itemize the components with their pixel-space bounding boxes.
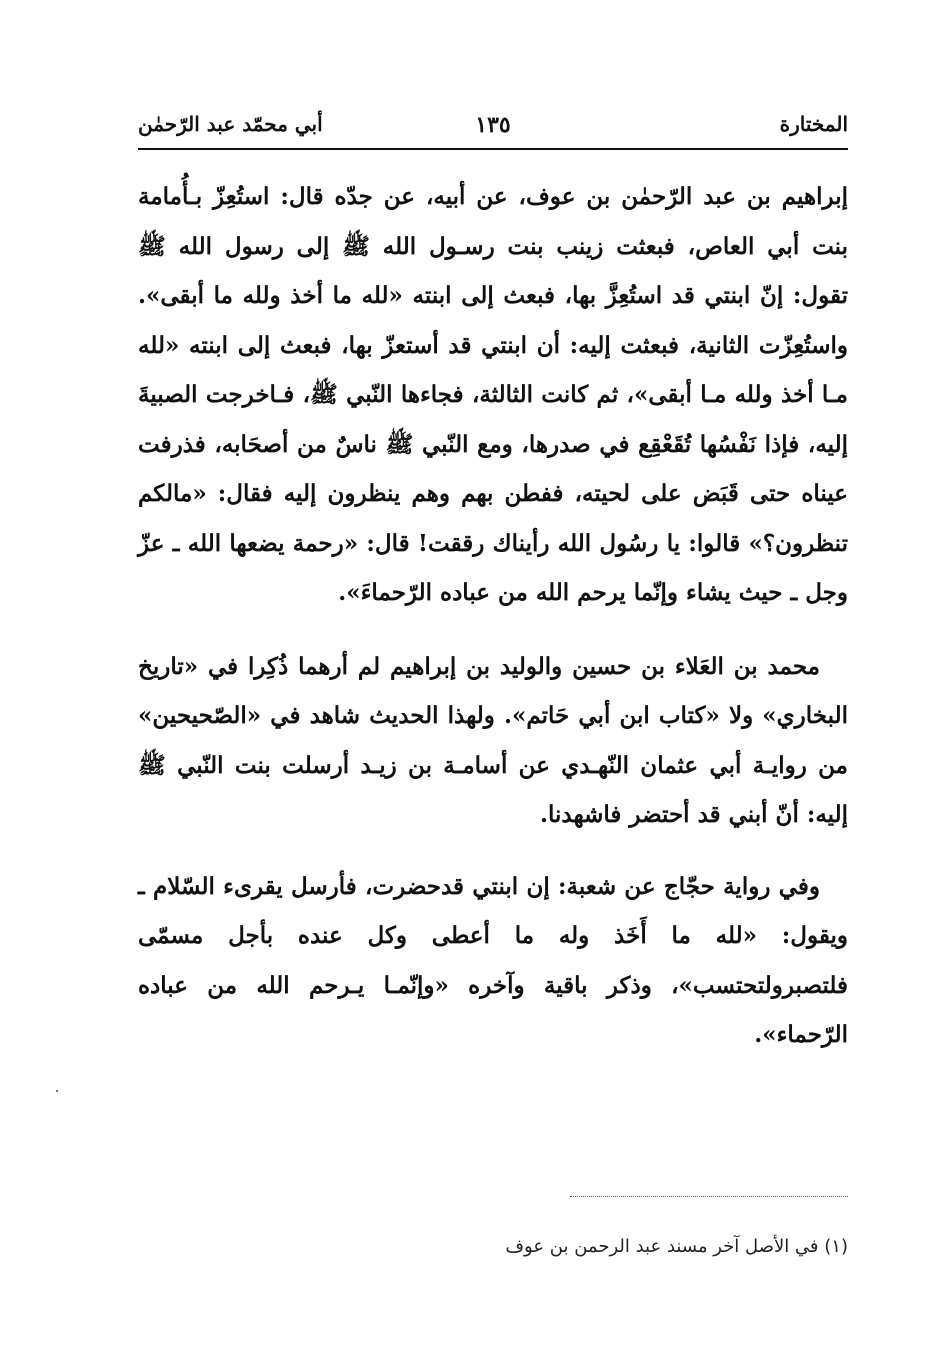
- margin-speck: [56, 1090, 58, 1092]
- running-header: [138, 108, 848, 148]
- main-text: [138, 172, 848, 1082]
- footnote-divider: [570, 1196, 848, 1197]
- paragraph: وفي رواية حجّاج عن شعبة: إن ابنتي قدحضرت، فأرسل يقرىء السّلام ـ ويقول: «لله ما أَخَذ وله ما أعطى وكل عنده بأجل مسمّى فلتصبرولتحتسب»، وذكر باقية وآخره «وإنّمـا يـرحم الله من عباده الرّحماء».: [138, 872, 848, 1048]
- header-divider: [138, 148, 848, 150]
- page-number: ١٣٥: [475, 112, 511, 138]
- paragraph: محمد بن العَلاء بن حسين والوليد بن إبراهيم لم أرهما ذُكِرا في «تاريخ البخاري» ولا «كتاب ابن أبي حَاتم». ولهذا الحديث شاهد في «الصّحيحين» من روايـة أبي عثمان النّهـدي عن أسامـة بن زيـد أرسلت بنت النّبي ﷺ إليه: أنّ أبني قد أحتضر فاشهدنا.: [138, 652, 848, 828]
- header-section-title: المختارة: [779, 112, 848, 136]
- footnote: (١) في الأصل آخر مسند عبد الرحمن بن عوف: [505, 1236, 848, 1257]
- header-chapter-title: أبي محمّد عبد الرّحمٰن: [138, 112, 323, 136]
- paragraph: إبراهيم بن عبد الرّحمٰن بن عوف، عن أبيه، عن جدّه قال: استُعِزّ بـأُمامة بنت أبي العاص، فبعثت زينب بنت رسـول الله ﷺ إلى رسول الله ﷺ تقول: إنّ ابنتي قد استُعِزَّ بها، فبعث إلى ابنته «لله ما أخذ ولله ما أبقى». واستُعِزّت الثانية، فبعثت إليه: أن ابنتي قد أستعزّ بها، فبعث إلى ابنته «لله مـا أخذ ولله مـا أبقى»، ثم كانت الثالثة، فجاءها النّبي ﷺ، فـاخرجت الصبيةَ إليه، فإذا نَفْسُها تُقَعْقِع في صدرها، ومع النّبي ﷺ ناسٌ من أصحَابه، فذرفت عيناه حتى قَبَض على لحيته، ففطن بهم وهم ينظرون إليه فقال: «مالكم تنظرون؟» قالوا: يا رسُول الله رأيناك رققت! قال: «رحمة يضعها الله ـ عزّ وجل ـ حيث يشاء وإنّما يرحم الله من عباده الرّحماءَ».: [138, 183, 848, 606]
